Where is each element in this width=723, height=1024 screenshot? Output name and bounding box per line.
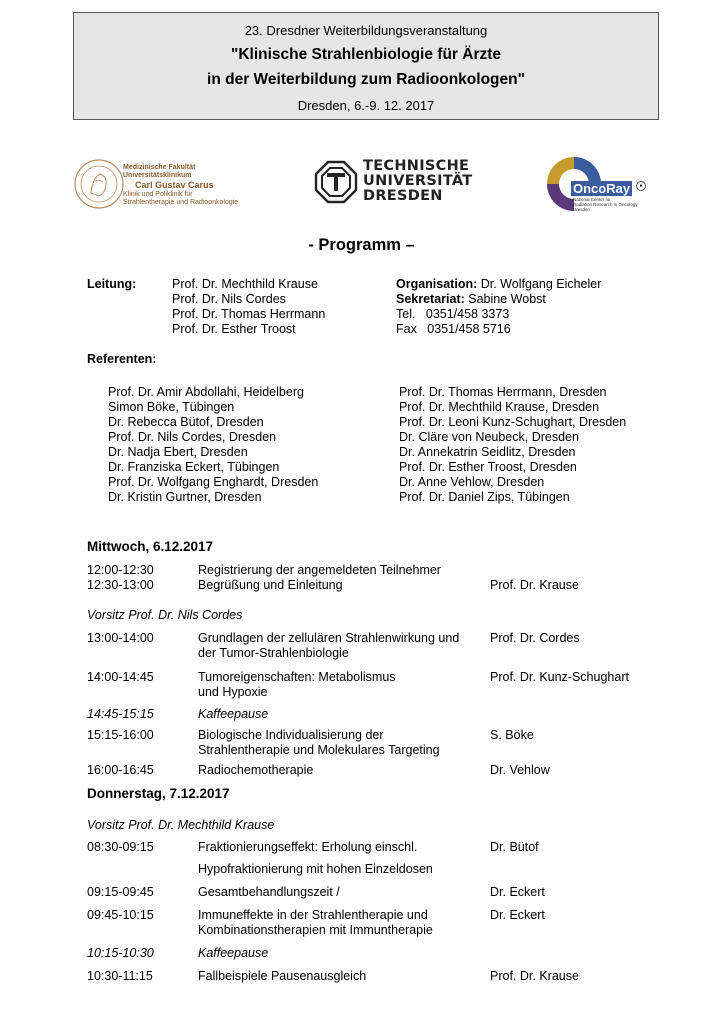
session-speaker: Dr. Eckert xyxy=(490,885,545,899)
oncoray-name: OncoRay xyxy=(573,181,631,196)
tel-line: Tel. 0351/458 3373 xyxy=(396,307,510,321)
session-topic: Kombinationstherapien mit Immuntherapie xyxy=(198,923,433,937)
oncoray-badge-icon: ● xyxy=(636,181,646,191)
referent-item: Prof. Dr. Esther Troost, Dresden xyxy=(399,460,577,474)
referenten-label: Referenten: xyxy=(87,352,157,366)
organisation-label: Organisation: xyxy=(396,277,478,291)
oncoray-sub xyxy=(573,197,638,212)
session-topic: und Hypoxie xyxy=(198,685,268,699)
carus-line4: Klinik und Poliklinik für xyxy=(123,191,193,198)
tud-line3: DRESDEN xyxy=(363,188,443,204)
session-chair: Vorsitz Prof. Dr. Nils Cordes xyxy=(87,608,243,622)
session-time: 15:15-16:00 xyxy=(87,728,154,742)
leitung-label: Leitung: xyxy=(87,277,137,291)
session-speaker: Prof. Dr. Krause xyxy=(490,578,579,592)
session-time: 13:00-14:00 xyxy=(87,631,154,645)
session-topic: Fallbeispiele Pausenausgleich xyxy=(198,969,367,983)
carus-line3: Carl Gustav Carus xyxy=(135,180,214,190)
session-time: 12:00-12:30 xyxy=(87,563,154,577)
referent-item: Dr. Annekatrin Seidlitz, Dresden xyxy=(399,445,576,459)
leitung-name: Prof. Dr. Thomas Herrmann xyxy=(172,307,326,321)
referent-item: Dr. Franziska Eckert, Tübingen xyxy=(108,460,280,474)
day-title: Donnerstag, 7.12.2017 xyxy=(87,786,230,801)
event-number: 23. Dresdner Weiterbildungsveranstaltung xyxy=(244,23,488,38)
referent-item: Prof. Dr. Nils Cordes, Dresden xyxy=(108,430,277,444)
referent-item: Dr. Anne Vehlow, Dresden xyxy=(399,475,545,489)
oncoray-logo xyxy=(543,153,653,215)
tud-line1: TECHNISCHE xyxy=(363,158,470,174)
oncoray-sub3: Dresden xyxy=(573,207,591,212)
carus-line2: Universitätsklinikum xyxy=(123,172,192,179)
organisation-line xyxy=(396,277,601,292)
session-speaker: S. Böke xyxy=(490,728,534,742)
day-title: Mittwoch, 6.12.2017 xyxy=(87,539,214,554)
session-time: 09:45-10:15 xyxy=(87,908,154,922)
session-time: 16:00-16:45 xyxy=(87,763,154,777)
session-topic: Registrierung der angemeldeten Teilnehmer xyxy=(198,563,441,577)
session-time: 08:30-09:15 xyxy=(87,840,154,854)
session-topic: Begrüßung und Einleitung xyxy=(198,578,343,592)
session-speaker: Prof. Dr. Cordes xyxy=(490,631,580,645)
referent-item: Prof. Dr. Amir Abdollahi, Heidelberg xyxy=(108,385,304,399)
referent-item: Prof. Dr. Daniel Zips, Tübingen xyxy=(399,490,570,504)
referent-item: Dr. Kristin Gurtner, Dresden xyxy=(108,490,262,504)
session-speaker: Prof. Dr. Kunz-Schughart xyxy=(490,670,629,684)
session-time: 14:00-14:45 xyxy=(87,670,154,684)
session-speaker: Dr. Vehlow xyxy=(490,763,550,777)
tud-logo xyxy=(314,158,474,206)
session-topic: Kaffeepause xyxy=(198,707,269,721)
referent-item: Prof. Dr. Wolfgang Enghardt, Dresden xyxy=(108,475,319,489)
referent-item: Dr. Cläre von Neubeck, Dresden xyxy=(399,430,579,444)
program-title: - Programm – xyxy=(308,236,415,254)
leitung-name: Prof. Dr. Esther Troost xyxy=(172,322,296,336)
session-topic: Radiochemotherapie xyxy=(198,763,314,777)
session-time: 10:30-11:15 xyxy=(87,969,153,983)
session-speaker: Dr. Bütof xyxy=(490,840,539,854)
session-topic: Strahlentherapie und Molekulares Targeting xyxy=(198,743,440,757)
session-time: 14:45-15:15 xyxy=(87,707,154,721)
carus-line5: Strahlentherapie und Radioonkologie xyxy=(123,199,239,206)
oncoray-sub1: National Center for xyxy=(573,197,611,202)
session-topic: Hypofraktionierung mit hohen Einzeldosen xyxy=(198,862,433,876)
event-date: Dresden, 6.-9. 12. 2017 xyxy=(297,98,435,113)
organisation-value: Dr. Wolfgang Eicheler xyxy=(477,277,602,291)
leitung-name: Prof. Dr. Nils Cordes xyxy=(172,292,286,306)
session-topic: Gesamtbehandlungszeit / xyxy=(198,885,340,899)
event-title-line2: in der Weiterbildung zum Radioonkologen" xyxy=(207,71,525,88)
session-chair: Vorsitz Prof. Dr. Mechthild Krause xyxy=(87,818,275,832)
fax-line: Fax 0351/458 5716 xyxy=(396,322,511,336)
tud-emblem-icon xyxy=(314,160,358,204)
referent-item: Prof. Dr. Mechthild Krause, Dresden xyxy=(399,400,600,414)
referent-item: Prof. Dr. Leoni Kunz-Schughart, Dresden xyxy=(399,415,627,429)
referent-item: Prof. Dr. Thomas Herrmann, Dresden xyxy=(399,385,607,399)
leitung-name: Prof. Dr. Mechthild Krause xyxy=(172,277,318,291)
header-box xyxy=(73,12,659,120)
carus-line1: Medizinische Fakultät xyxy=(123,164,196,171)
session-topic: der Tumor-Strahlenbiologie xyxy=(198,646,349,660)
referent-item: Dr. Nadja Ebert, Dresden xyxy=(108,445,248,459)
carus-seal-icon xyxy=(73,155,125,213)
session-speaker: Prof. Dr. Krause xyxy=(490,969,579,983)
referent-item: Simon Böke, Tübingen xyxy=(108,400,235,414)
session-topic: Immuneffekte in der Strahlentherapie und xyxy=(198,908,428,922)
session-time: 10:15-10:30 xyxy=(87,946,154,960)
sekretariat-label: Sekretariat: xyxy=(396,292,465,306)
sekretariat-line xyxy=(396,292,546,307)
session-speaker: Dr. Eckert xyxy=(490,908,545,922)
session-topic: Biologische Individualisierung der xyxy=(198,728,384,742)
referent-item: Dr. Rebecca Bütof, Dresden xyxy=(108,415,264,429)
session-time: 09:15-09:45 xyxy=(87,885,154,899)
tud-line2: UNIVERSITÄT xyxy=(363,173,473,189)
session-topic: Fraktionierungseffekt: Erholung einschl. xyxy=(198,840,418,854)
session-topic: Grundlagen der zellulären Strahlenwirkung und xyxy=(198,631,460,645)
sekretariat-value: Sabine Wobst xyxy=(464,292,546,306)
oncoray-sub2: Radiation Research in Oncology xyxy=(573,202,638,207)
session-time: 12:30-13:00 xyxy=(87,578,154,592)
session-topic: Kaffeepause xyxy=(198,946,269,960)
event-title-line1: "Klinische Strahlenbiologie für Ärzte xyxy=(230,46,502,63)
carus-logo xyxy=(73,155,253,215)
session-topic: Tumoreigenschaften: Metabolismus xyxy=(198,670,396,684)
